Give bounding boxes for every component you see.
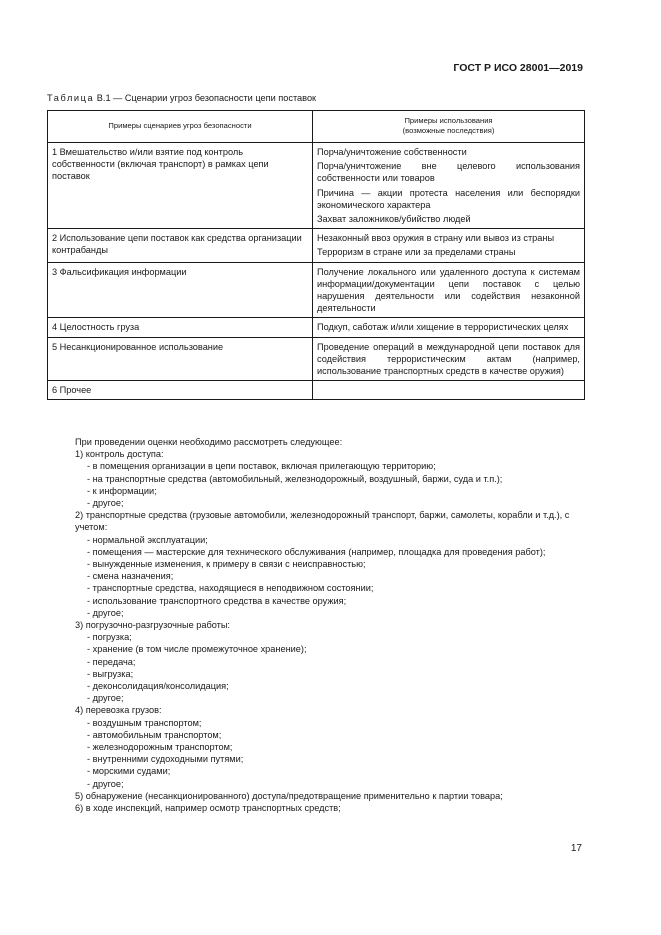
example-item: Проведение операций в международной цепи поставок для содействия террористическим актам (например, использование транспортных средств в качестве оружия): [317, 341, 580, 377]
scenario-cell: 5 Несанкционированное использование: [48, 337, 313, 381]
examples-cell: [313, 381, 585, 400]
list-item-access-control: 1) контроль доступа:: [75, 449, 164, 460]
examples-cell: [313, 337, 585, 381]
list-item: - к информации;: [87, 485, 157, 496]
column-header-examples-line2: (возможные последствия): [402, 126, 495, 135]
list-item: - нормальной эксплуатации;: [87, 534, 208, 545]
example-item: Терроризм в стране или за пределами страны: [317, 247, 516, 258]
examples-cell: [313, 262, 585, 318]
table-row: [48, 318, 585, 337]
scenario-cell: 2 Использование цепи поставок как средства организации контрабанды: [48, 229, 313, 262]
list-item: - воздушным транспортом;: [87, 717, 202, 728]
examples-cell: [313, 143, 585, 229]
scenario-cell: 4 Целостность груза: [48, 318, 313, 337]
list-item: - деконсолидация/консолидация;: [87, 681, 229, 692]
list-item-inspections: 6) в ходе инспекций, например осмотр транспортных средств;: [75, 803, 341, 814]
table-header-row: [48, 111, 585, 143]
list-item: - помещения — мастерские для технического обслуживания (например, площадка для проведения работ);: [87, 546, 546, 557]
list-item: - хранение (в том числе промежуточное хранение);: [87, 644, 307, 655]
list-item: - использование транспортного средства в качестве оружия;: [87, 595, 347, 606]
table-caption-text: В.1 — Сценарии угроз безопасности цепи поставок: [94, 93, 317, 103]
column-header-examples-line1: Примеры использования: [404, 116, 493, 125]
example-item: Порча/уничтожение вне целевого использования собственности или товаров: [317, 161, 580, 184]
example-item: Порча/уничтожение собственности: [317, 147, 467, 157]
example-item: Незаконный ввоз оружия в страну или вывоз из страны: [317, 233, 555, 244]
example-item: Получение локального или удаленного доступа к системам информации/документации цепи поставок с целью нарушения деятельности или содействия незаконной деятельности: [317, 266, 580, 314]
table-row: [48, 229, 585, 262]
list-item: - передача;: [87, 656, 136, 667]
list-item: - выгрузка;: [87, 668, 134, 679]
example-item: Причина — акции протеста населения или беспорядки экономического характера: [317, 187, 580, 210]
list-item: - другое;: [87, 693, 124, 704]
list-item: - вынужденные изменения, к примеру в связи с неисправностью;: [87, 559, 366, 570]
list-item: - в помещения организации в цепи поставок, включая прилегающую территорию;: [87, 461, 436, 472]
table-row: [48, 143, 585, 229]
column-header-examples: [313, 111, 585, 143]
scenario-cell: 6 Прочее: [48, 381, 313, 400]
table-row: [48, 262, 585, 318]
table-caption: [47, 92, 316, 104]
list-item: - другое;: [87, 778, 124, 789]
standard-header: ГОСТ Р ИСО 28001—2019: [453, 62, 583, 74]
list-item: - смена назначения;: [87, 571, 174, 582]
list-item-handling: 3) погрузочно-разгрузочные работы:: [75, 620, 230, 631]
list-item-detection: 5) обнаружение (несанкционированного) доступа/предотвращение применительно к партии товара;: [75, 790, 503, 801]
list-item-vehicles: 2) транспортные средства (грузовые автомобили, железнодорожный транспорт, баржи, самолеты, корабли и т.д.), с учетом:: [75, 510, 570, 533]
scenario-cell: 3 Фальсификация информации: [48, 262, 313, 318]
examples-cell: [313, 229, 585, 262]
threat-scenarios-table: [47, 110, 585, 400]
page-number: 17: [570, 843, 582, 854]
list-item: - другое;: [87, 498, 124, 509]
column-header-scenarios: Примеры сценариев угроз безопасности: [48, 111, 313, 143]
example-item: Захват заложников/убийство людей: [317, 214, 471, 225]
scenario-cell: 1 Вмешательство и/или взятие под контроль собственности (включая транспорт) в рамках цепи поставок: [48, 143, 313, 229]
examples-cell: [313, 318, 585, 337]
assessment-text: [47, 436, 584, 814]
list-item: - железнодорожным транспортом;: [87, 742, 233, 753]
example-item: Подкуп, саботаж и/или хищение в террористических целях: [317, 322, 569, 333]
list-item: - погрузка;: [87, 632, 132, 643]
list-item: - на транспортные средства (автомобильный, железнодорожный, воздушный, баржи, суда и т.п.);: [87, 473, 503, 484]
list-item: - транспортные средства, находящиеся в неподвижном состоянии;: [87, 583, 374, 594]
list-item: - морскими судами;: [87, 766, 171, 777]
list-item: - внутренними судоходными путями;: [87, 754, 244, 765]
table-row: [48, 337, 585, 381]
table-caption-label: Таблица: [47, 93, 95, 103]
intro-paragraph: При проведении оценки необходимо рассмотреть следующее:: [75, 437, 343, 447]
list-item: - автомобильным транспортом;: [87, 729, 222, 740]
list-item: - другое;: [87, 607, 124, 618]
table-row: [48, 381, 585, 400]
list-item-transport: 4) перевозка грузов:: [75, 705, 162, 716]
